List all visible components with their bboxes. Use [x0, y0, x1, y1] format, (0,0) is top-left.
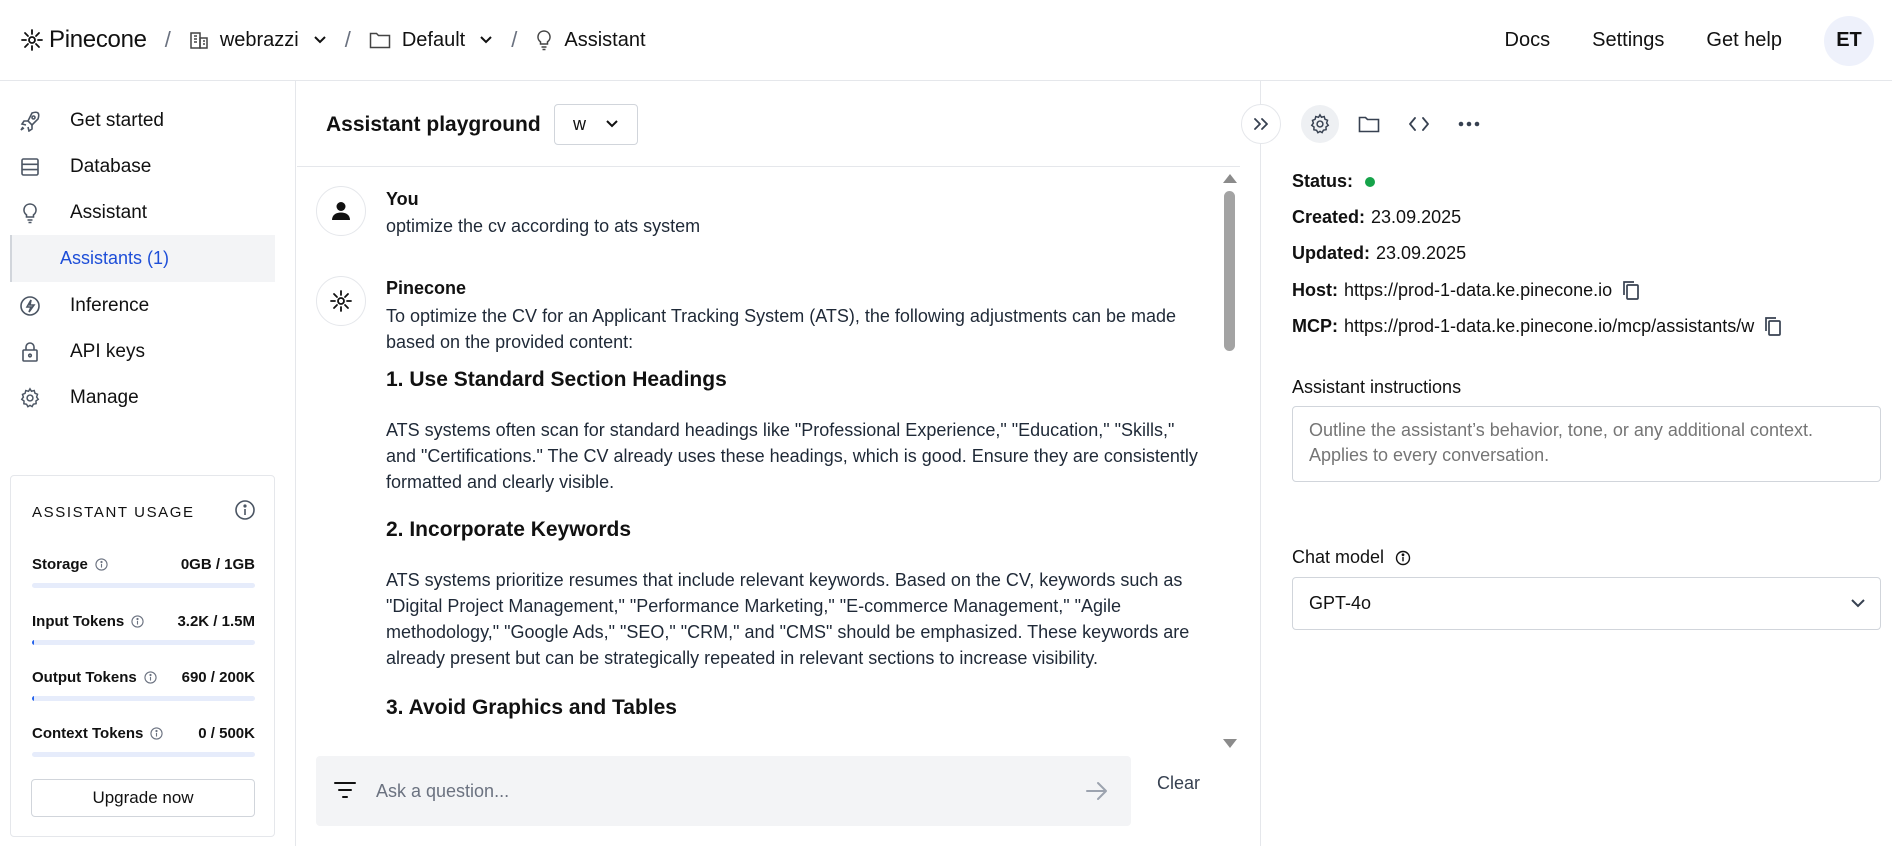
instructions-textarea[interactable] [1292, 406, 1881, 482]
chat-model-label-text: Chat model [1292, 547, 1385, 567]
settings-tab[interactable] [1301, 105, 1339, 143]
code-icon [1408, 116, 1430, 132]
collapse-panel-button[interactable] [1241, 104, 1281, 144]
pinecone-avatar-icon [316, 276, 366, 326]
sidebar-item-get-started[interactable] [10, 99, 275, 143]
sidebar-item-label: Get started [70, 110, 164, 131]
settings-link[interactable]: Settings [1592, 29, 1665, 51]
chevron-down-icon [479, 35, 493, 45]
usage-progress-bar [32, 752, 255, 757]
sidebar-item-label: Inference [70, 295, 150, 316]
mcp-label: MCP: [1292, 315, 1338, 336]
sidebar-item-assistant[interactable] [10, 191, 275, 235]
usage-value: 3.2K / 1.5M [177, 613, 255, 630]
code-tab[interactable] [1400, 105, 1438, 143]
gear-icon [1309, 113, 1331, 135]
sidebar-item-api-keys[interactable] [10, 330, 275, 374]
filter-icon[interactable] [333, 780, 357, 800]
chat-scrollbar[interactable] [1221, 169, 1237, 752]
assistant-details-panel [1260, 81, 1892, 846]
sidebar-item-inference[interactable] [10, 284, 275, 328]
get-help-link[interactable]: Get help [1706, 29, 1782, 51]
assistant-usage-card [10, 475, 275, 837]
usage-label: Storage [32, 556, 88, 573]
updated-row [1292, 243, 1466, 264]
created-row [1292, 207, 1461, 228]
chat-composer [316, 756, 1131, 826]
created-value: 23.09.2025 [1371, 207, 1462, 227]
upgrade-now-button[interactable]: Upgrade now [31, 779, 255, 817]
brand-name: Pinecone [49, 26, 147, 53]
assistant-message-intro: To optimize the CV for an Applicant Tracking System (ATS), the following adjustments can be made based on the provided content: [386, 306, 1177, 352]
breadcrumb-separator: / [164, 27, 171, 52]
usage-progress-fill [32, 696, 34, 701]
info-icon[interactable] [150, 727, 163, 740]
usage-progress-fill [32, 640, 34, 645]
answer-heading: 1. Use Standard Section Headings [386, 368, 727, 391]
breadcrumb-project[interactable] [369, 29, 493, 52]
sidebar-subitem-label: Assistants (1) [60, 248, 170, 268]
info-icon[interactable] [95, 558, 108, 571]
usage-label: Output Tokens [32, 669, 137, 686]
sidebar-item-assistants-list[interactable] [10, 235, 275, 282]
breadcrumb-assistant[interactable] [535, 29, 645, 52]
instructions-label-text: Assistant instructions [1292, 377, 1462, 397]
send-arrow-icon[interactable] [1085, 781, 1109, 801]
info-icon[interactable] [1395, 550, 1411, 566]
updated-value: 23.09.2025 [1376, 243, 1467, 263]
top-nav [1505, 0, 1892, 81]
scrollbar-thumb[interactable] [1224, 191, 1235, 351]
lock-icon [16, 341, 44, 363]
info-icon[interactable] [144, 671, 157, 684]
chat-model-label [1292, 547, 1411, 568]
assistant-select-value: w [573, 114, 586, 134]
usage-label: Context Tokens [32, 725, 144, 742]
usage-title: ASSISTANT USAGE [32, 504, 195, 521]
usage-progress-bar [32, 696, 255, 701]
breadcrumb-project-label: Default [401, 28, 466, 51]
status-indicator [1365, 177, 1375, 187]
mcp-row [1292, 315, 1783, 337]
usage-label: Input Tokens [32, 613, 125, 630]
rocket-icon [16, 110, 44, 132]
host-label: Host: [1292, 279, 1338, 300]
usage-progress-bar [32, 640, 255, 645]
chat-model-select[interactable] [1292, 577, 1881, 630]
answer-paragraph: ATS systems prioritize resumes that include relevant keywords. Based on the CV, keywords such as "Digital Project Management," "Performance Marketing," "E-commerce Management," "Agile methodology," "Google Ads," "SEO," "CRM," and "CMS" should be emphasized. These keywords are already present but can be strategically repeated in relevant sections to increase visibility. [386, 570, 1190, 668]
status-row [1292, 171, 1375, 192]
building-icon [189, 30, 209, 50]
breadcrumb-separator: / [511, 27, 518, 52]
breadcrumb-assistant-label: Assistant [564, 28, 646, 51]
sidebar-item-label: API keys [70, 341, 145, 362]
answer-heading: 2. Incorporate Keywords [386, 518, 632, 541]
playground-panel [297, 81, 1260, 846]
database-icon [16, 157, 44, 177]
scroll-down-arrow-icon[interactable] [1223, 739, 1237, 748]
docs-link[interactable]: Docs [1504, 29, 1551, 51]
answer-heading: 3. Avoid Graphics and Tables [386, 696, 677, 719]
chevron-down-icon [313, 35, 327, 45]
host-value: https://prod-1-data.ke.pinecone.io [1344, 279, 1613, 300]
scroll-up-arrow-icon[interactable] [1223, 174, 1237, 183]
sidebar-item-label: Database [70, 156, 152, 177]
copy-icon[interactable] [1763, 315, 1783, 337]
folder-icon [1358, 115, 1380, 133]
breadcrumb-separator: / [344, 27, 351, 52]
double-chevron-right-icon [1253, 117, 1269, 131]
updated-label: Updated: [1292, 243, 1370, 263]
user-message-text: optimize the cv according to ats system [386, 216, 701, 236]
lightbulb-icon [16, 202, 44, 224]
top-bar [0, 0, 1892, 81]
instructions-label [1292, 377, 1461, 398]
question-input[interactable] [376, 776, 1056, 806]
files-tab[interactable] [1350, 105, 1388, 143]
sidebar-item-database[interactable] [10, 145, 275, 189]
info-icon[interactable] [234, 499, 256, 521]
clear-button[interactable]: Clear [1157, 773, 1201, 793]
sub-indent-line [10, 235, 12, 282]
message-author: You [386, 189, 419, 209]
folder-icon [369, 31, 391, 49]
sidebar-item-manage[interactable] [10, 376, 275, 420]
bolt-icon [16, 295, 44, 317]
created-label: Created: [1292, 207, 1366, 227]
breadcrumb-org[interactable] [189, 29, 327, 52]
breadcrumb-org-label: webrazzi [219, 28, 299, 51]
page-title: Assistant playground [326, 113, 541, 136]
pinecone-logo[interactable] [20, 26, 147, 54]
pinecone-logo-icon [20, 28, 44, 52]
playground-header [297, 81, 1240, 167]
sidebar-item-label: Assistant [70, 202, 148, 223]
user-avatar-icon [316, 186, 366, 236]
usage-value: 0 / 500K [198, 725, 255, 742]
sidebar-item-label: Manage [70, 387, 139, 408]
lightbulb-icon [535, 29, 553, 51]
more-options-button[interactable] [1450, 105, 1488, 143]
more-horizontal-icon [1458, 121, 1480, 127]
user-avatar[interactable]: ET [1824, 16, 1874, 66]
chevron-down-icon [605, 119, 619, 129]
usage-progress-bar [32, 583, 255, 588]
chat-model-value: GPT-4o [1309, 593, 1372, 613]
sidebar [0, 81, 296, 846]
info-icon[interactable] [131, 615, 144, 628]
chat-transcript[interactable] [297, 168, 1227, 748]
host-row [1292, 279, 1641, 301]
usage-value: 690 / 200K [181, 669, 255, 686]
mcp-value: https://prod-1-data.ke.pinecone.io/mcp/assistants/w [1344, 315, 1755, 336]
gear-icon [16, 387, 44, 409]
message-author: Pinecone [386, 278, 467, 298]
copy-icon[interactable] [1621, 279, 1641, 301]
status-label: Status: [1292, 171, 1354, 191]
answer-paragraph: ATS systems often scan for standard headings like "Professional Experience," "Education," "Skills," and "Certifications." The CV already uses these headings, which is good. Ensure they are consistently formatted and clearly visible. [386, 420, 1198, 492]
chevron-down-icon [1850, 598, 1866, 608]
assistant-select[interactable] [554, 104, 638, 145]
usage-value: 0GB / 1GB [180, 556, 255, 573]
